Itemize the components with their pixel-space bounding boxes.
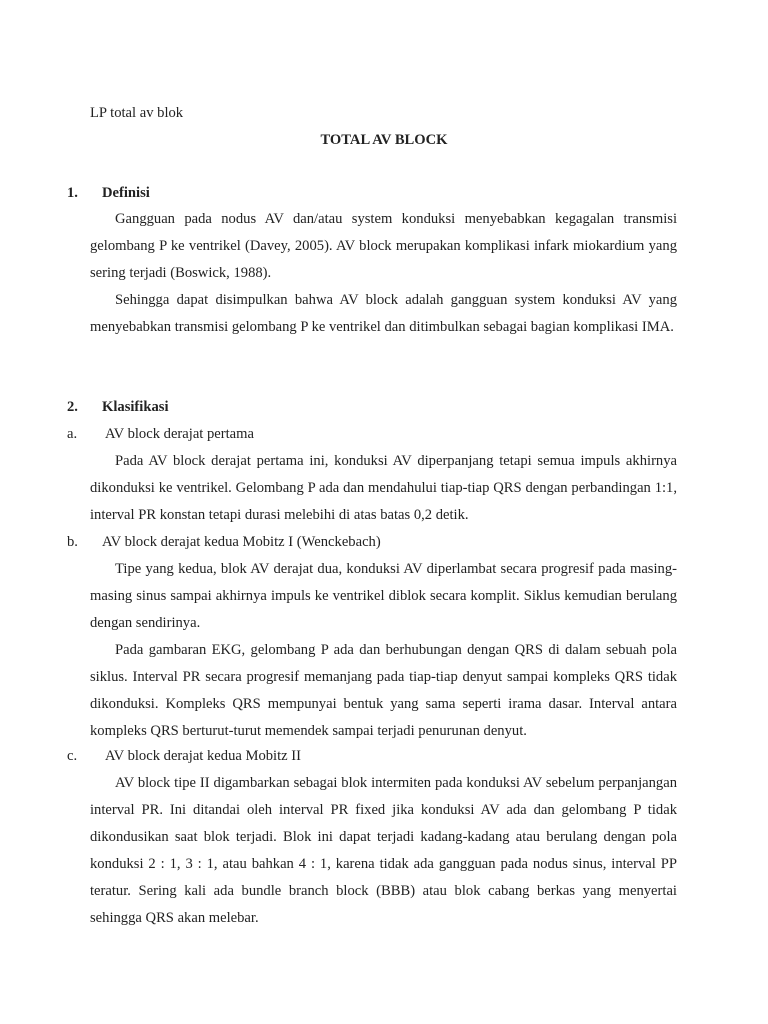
section-2-number: 2.: [67, 399, 78, 415]
document-title: TOTAL AV BLOCK: [320, 132, 448, 148]
document-label: LP total av blok: [90, 105, 184, 121]
section-1-number: 1.: [67, 185, 78, 201]
definition-paragraph-1: Gangguan pada nodus AV dan/atau system konduksi menyebabkan kegagalan transmisi gelombang P ke ventrikel (Davey, 2005). AV block merupakan komplikasi infark miokardium yang sering terjadi (Boswick, 1988).: [90, 211, 677, 281]
section-2-heading: Klasifikasi: [102, 399, 169, 415]
subsection-a-marker: a.: [67, 426, 78, 442]
subsection-a-title: AV block derajat pertama: [105, 426, 254, 442]
subsection-b-paragraph-1: Tipe yang kedua, blok AV derajat dua, konduksi AV diperlambat secara progresif pada masing-masing sinus sampai akhirnya impuls ke ventrikel diblok secara komplit. Siklus kemudian berulang dengan sendirinya.: [90, 561, 677, 631]
subsection-c-title: AV block derajat kedua Mobitz II: [105, 748, 302, 764]
definition-paragraph-2: Sehingga dapat disimpulkan bahwa AV block adalah gangguan system konduksi AV yang menyebabkan transmisi gelombang P ke ventrikel dan ditimbulkan sebagai bagian komplikasi IMA.: [90, 292, 677, 335]
subsection-b-title: AV block derajat kedua Mobitz I (Wenckebach): [102, 534, 381, 550]
subsection-c-marker: c.: [67, 748, 78, 764]
subsection-c-paragraph-1: AV block tipe II digambarkan sebagai blok intermiten pada konduksi AV sebelum perpanjangan interval PR. Ini ditandai oleh interval PR fixed jika konduksi AV ada dan gelombang P tidak dikondusikan saat blok terjadi. Blok ini dapat terjadi kadang-kadang atau berulang dengan pola konduksi 2 : 1, 3 : 1, atau bahkan 4 : 1, karena tidak ada gangguan pada nodus sinus, interval PP teratur. Sering kali ada bundle branch block (BBB) atau blok cabang berkas yang menyertai sehingga QRS akan melebar.: [90, 775, 677, 926]
subsection-b-paragraph-2: Pada gambaran EKG, gelombang P ada dan berhubungan dengan QRS di dalam sebuah pola siklus. Interval PR secara progresif memanjang pada tiap-tiap denyut sampai kompleks QRS tidak dikonduksi. Kompleks QRS mempunyai bentuk yang sama seperti irama dasar. Interval antara kompleks QRS berturut-turut memendek sampai terjadi penurunan denyut.: [90, 642, 677, 739]
subsection-b-marker: b.: [67, 534, 78, 550]
subsection-a-paragraph-1: Pada AV block derajat pertama ini, konduksi AV diperpanjang tetapi semua impuls akhirnya dikonduksi ke ventrikel. Gelombang P ada dan mendahului tiap-tiap QRS dengan perbandingan 1:1, interval PR konstan tetapi durasi melebihi di atas batas 0,2 detik.: [90, 453, 677, 523]
section-1-heading: Definisi: [102, 185, 150, 201]
